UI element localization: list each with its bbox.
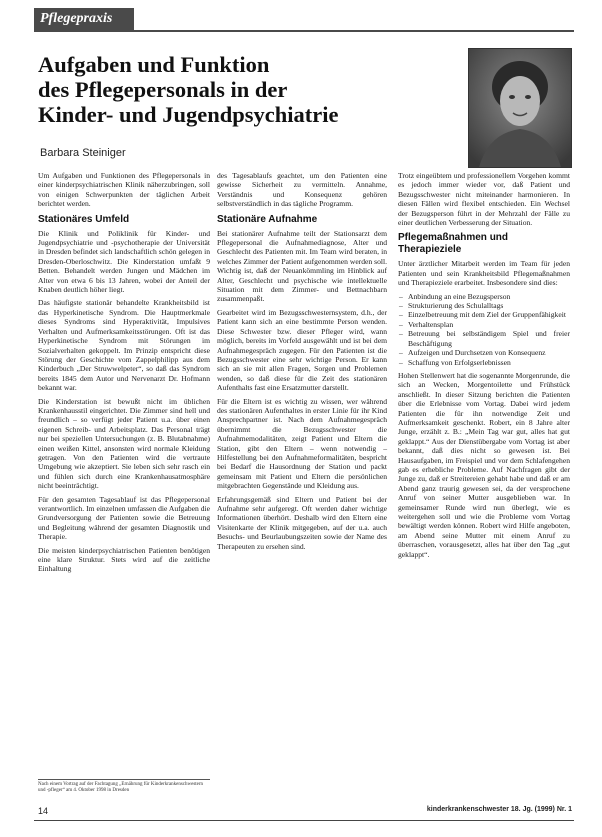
paragraph: des Tagesablaufs geachtet, um den Patienten eine gewisse Sicherheit zu vermitteln. Annahme, Verständnis und Konsequenz gehören selbstverständlich in das tägliche Programm.: [217, 171, 387, 209]
list-item: – Einzelbetreuung mit dem Ziel der Gruppenfähigkeit: [408, 310, 570, 319]
paragraph: Die Klinik und Poliklinik für Kinder- und Jugendpsychiatrie und -psychotherapie der Universität in Dresden befindet sich landschaftlich schön gelegen in Dresden-Oberloschwitz. Die Kinderstation umfaßt 9 Betten. Behandelt werden Jungen und Mädchen im Alter von etwa 6 bis 13 Jahren, wobei der Anteil der Knaben deutlich höher liegt.: [38, 228, 210, 295]
section-rule: [34, 30, 574, 32]
paragraph: Die Kinderstation ist bewußt nicht im üblichen Krankenhausstil eingerichtet. Die Zimmer sind hell und freundlich – so verfügt jeder Patient u.a. über einen eigenen Schreib- und Arbeitsplatz. Das Personal trägt nur bei speziellen Untersuchungen (z. B. Blutabnahme) einen weißen Kittel, ansonsten wird normale Kleidung getragen. Von den Patienten wird die vertraute Umgebung wie akzeptiert. Sie leben sich sehr rasch ein und fühlen sich durch eine Krankenhausatmosphäre nicht beeinträchtigt.: [38, 396, 210, 491]
measures-list: [398, 292, 570, 367]
paragraph: Trotz eingeübtem und professionellem Vorgehen kommt es jedoch immer wieder vor, daß Patient und Bezugsschwester nicht miteinander harmonieren. In diesen Fällen wird flexibel entschieden. Ein Wechsel der Bezugsperson führt in der Mehrzahl der Fälle zu einer deutlichen Verbesserung der Situation.: [398, 171, 570, 228]
list-item: – Anbindung an eine Bezugsperson: [408, 292, 570, 301]
author-portrait-photo: [468, 48, 572, 168]
paragraph: Erfahrungsgemäß sind Eltern und Patient bei der Aufnahme sehr aufgeregt. Oft werden daher wichtige Informationen überhört. Deshalb wird den Eltern eine Visitenkarte der Klinik mitgegeben, auf der u.a. auch Besuchs- und Beurlaubungszeiten sowie der Name des Therapeuten zu ersehen sind.: [217, 494, 387, 551]
paragraph: Gearbeitet wird im Bezugsschwesternsystem, d.h., der Patient kann sich an eine bestimmte Person wenden. Diese Schwester bzw. dieser Pfleger wird, wann möglich, bereits im Vorfeld ausgewählt und ist bei dem Aufnahmegespräch zugegen. Für den Patienten ist die Bezugsschwester eine sehr wichtige Person. Er kann sich an sie mit allen Fragen, Sorgen und Problemen wenden, so daß diese für die Zeit des stationären Aufenthalts fast eine Ersatzmutter darstellt.: [217, 307, 387, 393]
footer-rule: [34, 820, 574, 821]
section-label: Pflegepraxis: [34, 8, 134, 30]
paragraph: Die meisten kinderpsychiatrischen Patienten benötigen eine klare Struktur. Stets wird auf die zeitliche Einhaltung: [38, 545, 210, 574]
list-item: – Aufzeigen und Durchsetzen von Konsequenz: [408, 348, 570, 357]
article-title: [38, 52, 448, 127]
author-name: Barbara Steiniger: [40, 147, 126, 159]
heading-pflegemassnahmen: Pflegemaßnahmen und Therapieziele: [398, 232, 509, 256]
title-line-1: Aufgaben und Funktion: [38, 52, 270, 77]
title-line-2: des Pflegepersonals in der: [38, 77, 288, 102]
journal-footer: kinderkrankenschwester 18. Jg. (1999) Nr. 1: [426, 806, 572, 813]
column-1: [38, 171, 210, 578]
paragraph: Bei stationärer Aufnahme teilt der Stationsarzt dem Pflegepersonal die Aufnahmediagnose, Alter und Geschlecht des Patienten mit. Im Team wird beraten, in welches Zimmer der Patient aufgenommen werden soll. Wichtig ist, daß der Neuankömmling im Hinblick auf Alter, Geschlecht und psychische wie intellektuelle Situation mit dem Zimmer- und Bettnachbarn zusammenpaßt.: [217, 228, 387, 304]
list-item: – Verhaltensplan: [408, 320, 570, 329]
portrait-image: [469, 49, 571, 167]
paragraph: Für den gesamten Tagesablauf ist das Pflegepersonal verantwortlich. Im einzelnen umfassen die Aufgaben die Grundversorgung der Patienten sowie die Betreuung und Begleitung während der gesamten Diagnostik und Therapie.: [38, 494, 210, 542]
heading-stationaere-aufnahme: Stationäre Aufnahme: [217, 213, 318, 225]
list-item: – Strukturierung des Schulalltags: [408, 301, 570, 310]
footnote: Nach einem Vortrag auf der Fachtagung „Ernährung für Kinderkrankenschwestern und -pfleger“ am 4. Oktober 1998 in Dresden: [38, 779, 210, 794]
title-line-3: Kinder- und Jugendpsychiatrie: [38, 102, 339, 127]
list-item: – Schaffung von Erfolgserlebnissen: [408, 358, 570, 367]
page-number: 14: [38, 806, 49, 816]
paragraph: Das häufigste stationär behandelte Krankheitsbild ist das Hyperkinetische Syndrom. Die Hauptmerkmale dieses Syndroms sind Hyperaktivität, Impulsives Verhalten und Aufmerksamkeitsstörungen. Oft ist das Hyperkinetische Syndrom mit Störungen im Sozialverhalten gekoppelt. Im Prinzip entspricht diese Störung der Geschichte vom Zappelphilipp aus dem Kinderbuch „Der Struwwelpeter“, so daß das Syndrom bereits 1845 dem Autor und Nervenarzt Dr. Hofmann bekannt war.: [38, 298, 210, 393]
intro-paragraph: Um Aufgaben und Funktionen des Pflegepersonals in einer kinderpsychiatrischen Klinik näherzubringen, soll von einigen Schwerpunkten der täglichen Arbeit berichtet werden.: [38, 171, 210, 209]
paragraph: Für die Eltern ist es wichtig zu wissen, wer während des stationären Aufenthaltes in erster Linie für ihr Kind Ansprechpartner ist. Nach dem Aufnahmegespräch übernimmt die Bezugsschwester die Aufnahmemodalitäten, zeigt Patient und Eltern die Station, gibt den Eltern – wenn notwendig – Hilfestellung bei den Aufnahmeformalitäten, bespricht bei Bedarf die Hausordnung der Station und packt gemeinsam mit Patient und Eltern die persönlichen mitgebrachten Gegenstände und Kleidung aus.: [217, 396, 387, 491]
column-2: [217, 171, 387, 555]
paragraph: Hohen Stellenwert hat die sogenannte Morgenrunde, die sich an Wecken, Morgentoilette und Frühstück anschließt. In dieser Sitzung berichten die Patienten über die Erlebnisse vom Vortag. Dabei wird jedem Patienten die für ihn notwendige Zeit und Aufmerksamkeit geschenkt. Robert, ein 8 Jahre alter Junge, erzählt z. B.: „Mein Tag war gut, alles hat gut geklappt.“ Aus der Dienstübergabe vom Vortag ist aber bekannt, daß dies nicht so gewesen ist. Bei Hausaufgaben, im Freispiel und vor dem Schlafengehen gab es erhebliche Probleme. Auf Nachfragen gibt der Junge zu, daß er Streitereien gehabt habe und daß er am Abend ganz traurig gewesen sei, da der versprochene Anruf von seiner Mutter ausgeblieben war. In gemeinsamer Runde wird nun überlegt, wie es weitergehen soll und wie die Probleme vom Vortag bewältigt werden können. Robert wird Hilfe angeboten, am Abend seine Mutter mit einem Anruf zu überraschen, vorausgesetzt, alles hat über den Tag „gut geklappt“.: [398, 370, 570, 559]
paragraph: Unter ärztlicher Mitarbeit werden im Team für jeden Patienten und sein Krankheitsbild Pflegemaßnahmen und Therapieziele erarbeitet. Insbesondere sind dies:: [398, 259, 570, 288]
list-item: – Betreuung bei selbständigem Spiel und freier Beschäftigung: [408, 329, 570, 348]
column-3: [398, 171, 570, 563]
heading-stationaeres-umfeld: Stationäres Umfeld: [38, 213, 130, 225]
